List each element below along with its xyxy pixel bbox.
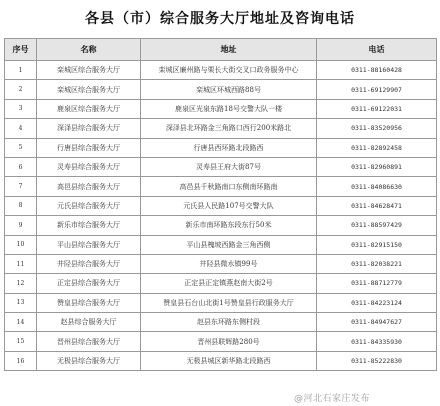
watermark: @河北石家庄发布 (293, 394, 370, 404)
row-phone: 0311-69122031 (317, 99, 437, 118)
table-row (5, 138, 437, 157)
table-row (5, 254, 437, 273)
row-num: 8 (5, 196, 37, 215)
row-address: 元氏县人民路107号交警大队 (141, 196, 317, 215)
row-phone: 0311-82038221 (317, 254, 437, 273)
header-num: 序号 (5, 39, 37, 61)
row-name: 赞皇县综合服务大厅 (37, 293, 141, 312)
table-row (5, 293, 437, 312)
row-phone: 0311-84223124 (317, 293, 437, 312)
row-address: 赵县东环路东侧村段 (141, 313, 317, 332)
row-phone: 0311-82960891 (317, 157, 437, 176)
row-address: 高邑县千秋路南口东侧南环路南 (141, 177, 317, 196)
row-phone: 0311-88160428 (317, 61, 437, 80)
row-num: 9 (5, 216, 37, 235)
table-row (5, 313, 437, 332)
row-name: 元氏县综合服务大厅 (37, 196, 141, 215)
row-num: 15 (5, 332, 37, 351)
row-name: 鹿泉区综合服务大厅 (37, 99, 141, 118)
table-header-row (5, 39, 437, 61)
row-name: 灵寿县综合服务大厅 (37, 157, 141, 176)
row-address: 鹿泉区光泉东路18号交警大队一楼 (141, 99, 317, 118)
row-address: 井陉县微水镇99号 (141, 254, 317, 273)
row-num: 1 (5, 61, 37, 80)
row-name: 平山县综合服务大厅 (37, 235, 141, 254)
row-address: 栾城区廉州路与栗长大街交叉口政务服务中心 (141, 61, 317, 80)
row-phone: 0311-84628471 (317, 196, 437, 215)
table-row (5, 61, 437, 80)
header-address: 地址 (141, 39, 317, 61)
row-name: 栾城区综合服务大厅 (37, 61, 141, 80)
row-address: 赞皇县石台山北街1号赞皇县行政服务大厅 (141, 293, 317, 312)
row-phone: 0311-85222830 (317, 351, 437, 370)
row-name: 赵县综合服务大厅 (37, 313, 141, 332)
row-address: 行唐县西环路北段路西 (141, 138, 317, 157)
row-address: 无极县城区新华路北段路西 (141, 351, 317, 370)
row-num: 6 (5, 157, 37, 176)
row-num: 16 (5, 351, 37, 370)
row-phone: 0311-88597429 (317, 216, 437, 235)
row-name: 晋州县综合服务大厅 (37, 332, 141, 351)
header-name: 名称 (37, 39, 141, 61)
row-name: 深泽县综合服务大厅 (37, 119, 141, 138)
row-num: 10 (5, 235, 37, 254)
row-address: 灵寿县王府大街87号 (141, 157, 317, 176)
row-address: 晋州县联辉路280号 (141, 332, 317, 351)
row-num: 3 (5, 99, 37, 118)
row-phone: 0311-84086630 (317, 177, 437, 196)
row-address: 正定县正定镇燕赵南大街2号 (141, 274, 317, 293)
table-row (5, 99, 437, 118)
table-row (5, 235, 437, 254)
row-name: 新乐市综合服务大厅 (37, 216, 141, 235)
table-row (5, 157, 437, 176)
row-name: 无极县综合服务大厅 (37, 351, 141, 370)
row-address: 新乐市南环路东段东行50米 (141, 216, 317, 235)
row-phone: 0311-83520956 (317, 119, 437, 138)
row-num: 12 (5, 274, 37, 293)
table-row (5, 332, 437, 351)
row-phone: 0311-82915150 (317, 235, 437, 254)
row-num: 14 (5, 313, 37, 332)
header-phone: 电话 (317, 39, 437, 61)
service-hall-table (4, 38, 437, 371)
row-address: 深泽县北环路金三角路口西行200米路北 (141, 119, 317, 138)
row-num: 7 (5, 177, 37, 196)
row-phone: 0311-84947627 (317, 313, 437, 332)
row-name: 井陉县综合服务大厅 (37, 254, 141, 273)
row-address: 平山县槐坡西路金三角西侧 (141, 235, 317, 254)
table-row (5, 351, 437, 370)
row-name: 行唐县综合服务大厅 (37, 138, 141, 157)
row-name: 高邑县综合服务大厅 (37, 177, 141, 196)
table-row (5, 216, 437, 235)
table-row (5, 80, 437, 99)
row-phone: 0311-88712779 (317, 274, 437, 293)
row-phone: 0311-84335930 (317, 332, 437, 351)
row-phone: 0311-69129907 (317, 80, 437, 99)
row-name: 正定县综合服务大厅 (37, 274, 141, 293)
table-row (5, 274, 437, 293)
row-name: 栾城区综合服务大厅 (37, 80, 141, 99)
row-num: 11 (5, 254, 37, 273)
row-num: 2 (5, 80, 37, 99)
row-num: 4 (5, 119, 37, 138)
page-title: 各县（市）综合服务大厅地址及咨询电话 (85, 11, 355, 27)
row-num: 5 (5, 138, 37, 157)
row-num: 13 (5, 293, 37, 312)
table-row (5, 119, 437, 138)
row-phone: 0311-82892458 (317, 138, 437, 157)
table-row (5, 177, 437, 196)
table-row (5, 196, 437, 215)
row-address: 栾城区环城西路88号 (141, 80, 317, 99)
